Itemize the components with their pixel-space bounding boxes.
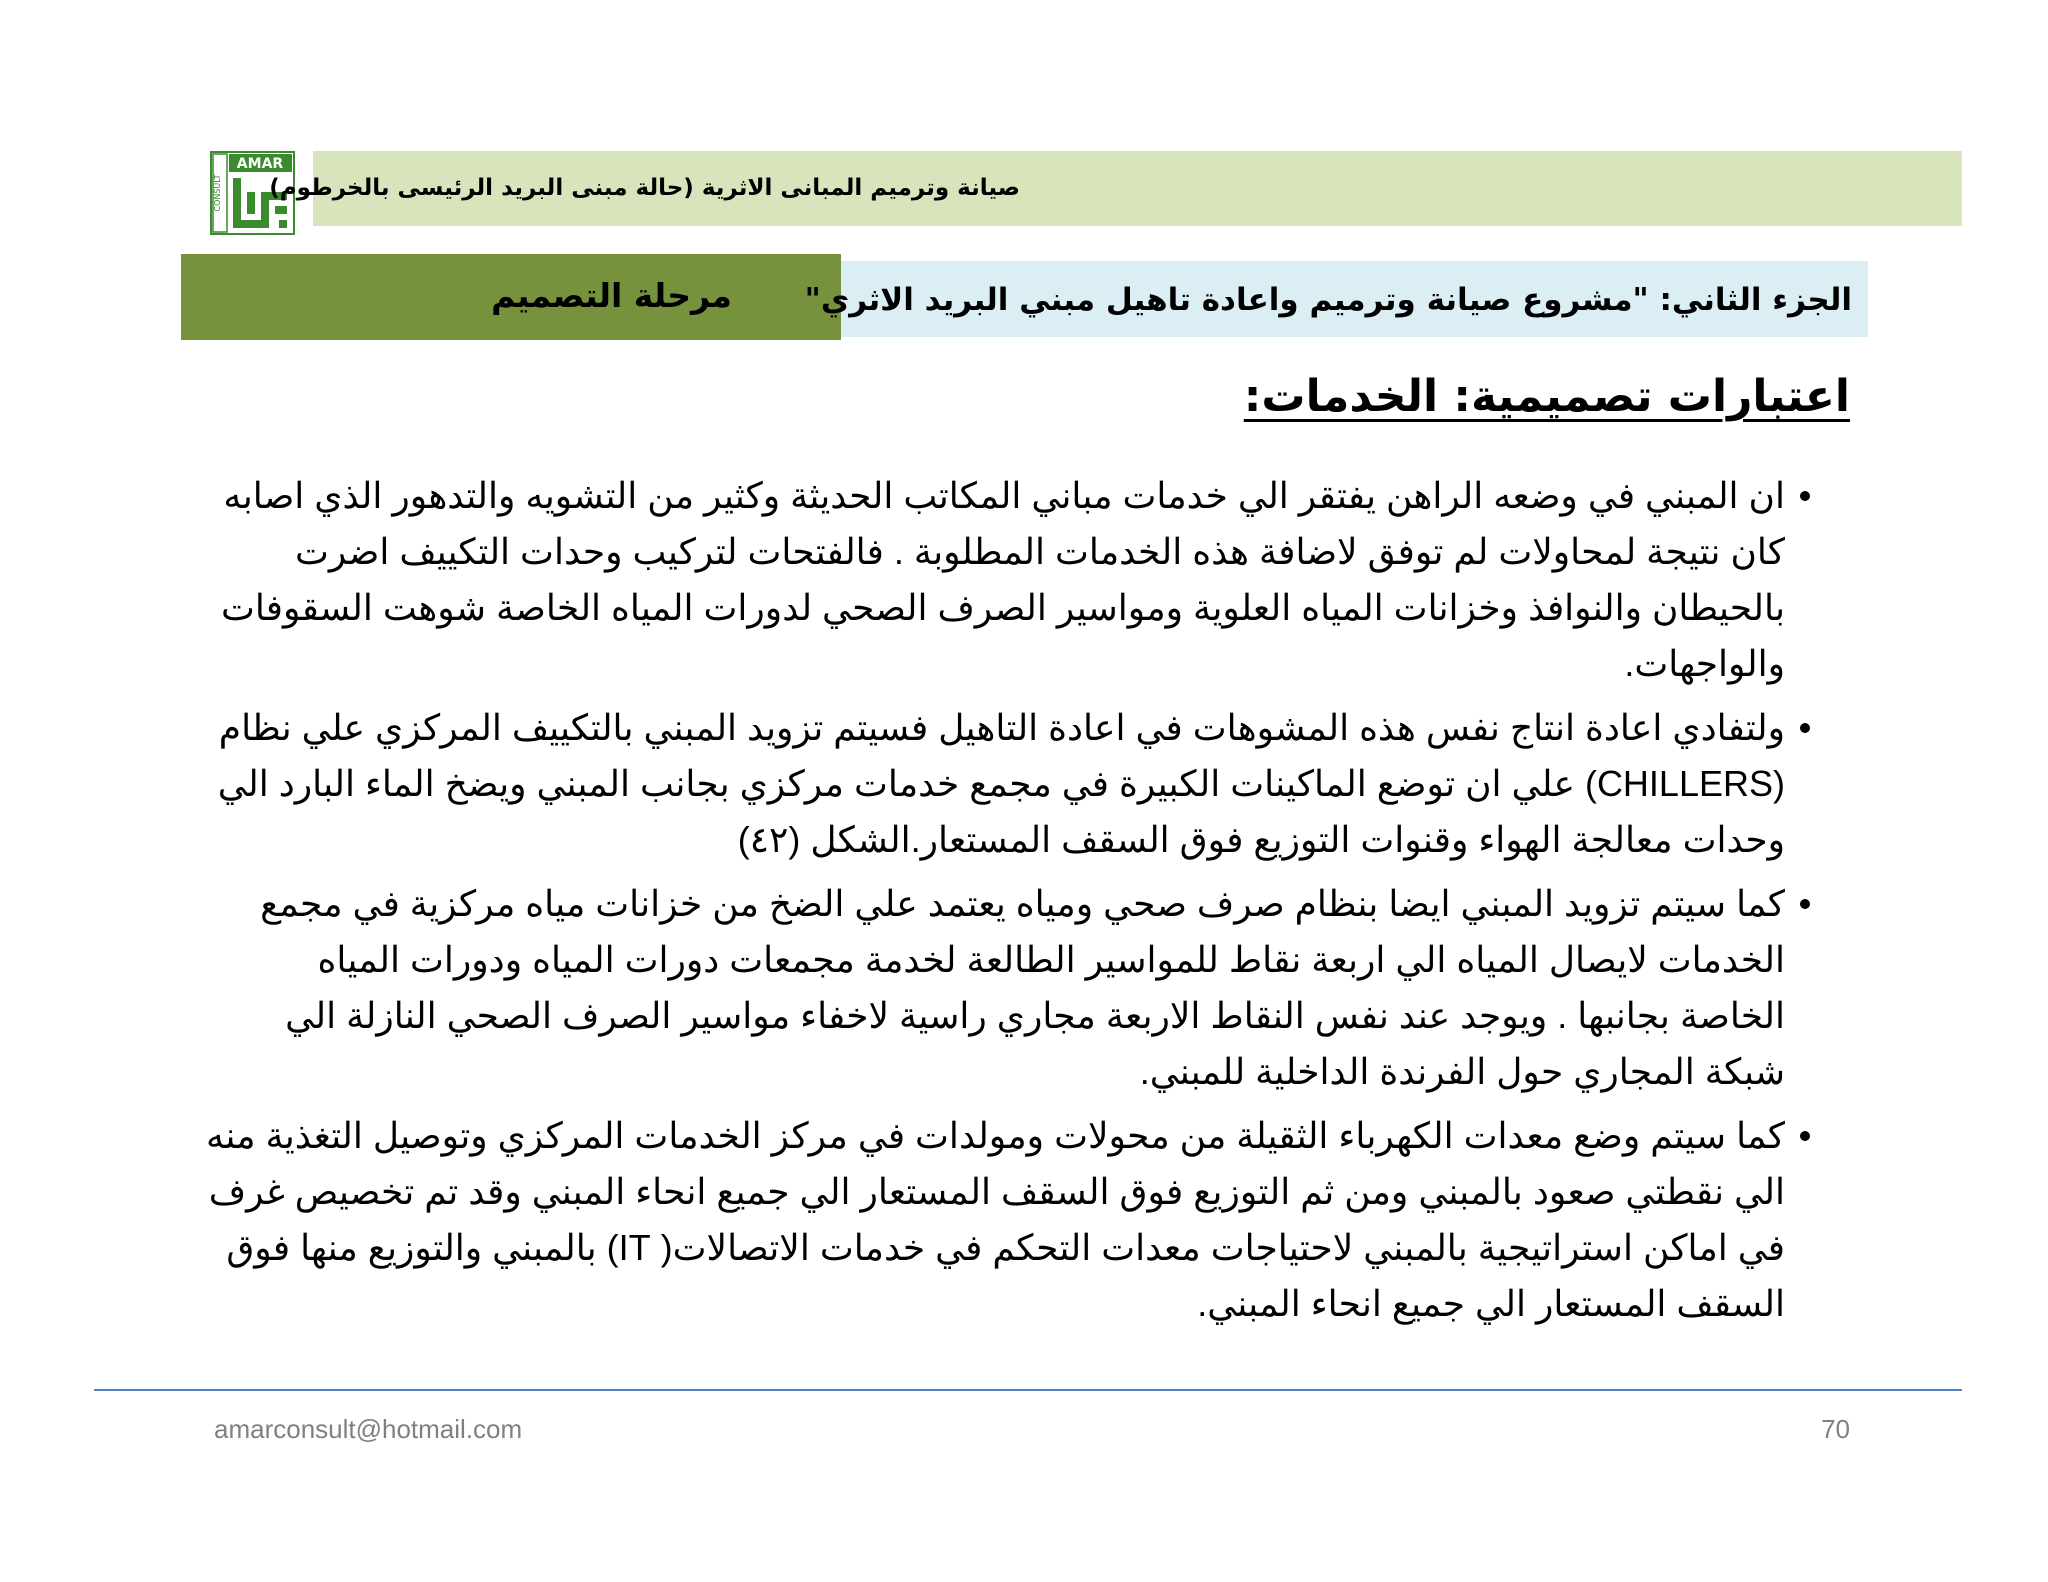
bullet-list — [205, 468, 1825, 1368]
list-item — [205, 468, 1825, 692]
phase-label: مرحلة التصميم — [491, 276, 732, 315]
bullet-dot-icon — [1785, 876, 1825, 932]
svg-text:CONSULT: CONSULT — [213, 174, 222, 212]
bullet-dot-icon — [1785, 468, 1825, 524]
page-number: 70 — [1821, 1414, 1850, 1444]
footer-rule — [94, 1389, 1962, 1391]
section-heading — [1040, 362, 1850, 432]
list-item — [205, 700, 1825, 868]
section-heading-text: اعتبارات تصميمية: الخدمات: — [1243, 371, 1850, 422]
list-item-text: كما سيتم وضع معدات الكهرباء الثقيلة من محولات ومولدات في مركز الخدمات المركزي وتوصيل التغذية منه الي نقطتي صعود بالمبني ومن ثم التوزيع فوق السقف المستعار الي جميع انحاء المبني وقد تم تخصيص غرف في اماكن استراتيجية بالمبني لاحتياجات معدات التحكم في خدمات الاتصالات( IT) بالمبني والتوزيع منها فوق السقف المستعار الي جميع انحاء المبني. — [206, 1115, 1785, 1324]
list-item-text: ان المبني في وضعه الراهن يفتقر الي خدمات مباني المكاتب الحديثة وكثير من التشويه والتدهور الذي اصابه كان نتيجة لمحاولات لم توفق لاضافة هذه الخدمات المطلوبة . فالفتحات لتركيب وحدات التكييف اضرت بالحيطان والنوافذ وخزانات المياه العلوية ومواسير الصرف الصحي لدورات المياه الخاصة شوهت السقوفات والواجهات. — [220, 475, 1785, 684]
list-item-text: ولتفادي اعادة انتاج نفس هذه المشوهات في اعادة التاهيل فسيتم تزويد المبني بالتكييف المركزي علي نظام (CHILLERS) علي ان توضع الماكينات الكبيرة في مجمع خدمات مركزي بجانب المبني ويضخ الماء البارد الي وحدات معالجة الهواء وقنوات التوزيع فوق السقف المستعار.الشكل (٤٢) — [217, 707, 1785, 860]
bullet-dot-icon — [1785, 700, 1825, 756]
list-item — [205, 876, 1825, 1100]
bullet-dot-icon — [1785, 1108, 1825, 1164]
part-title: الجزء الثاني: "مشروع صيانة وترميم واعادة تاهيل مبني البريد الاثري" — [804, 282, 1852, 318]
list-item — [205, 1108, 1825, 1332]
svg-text:AMAR: AMAR — [236, 156, 284, 172]
header-title: صيانة وترميم المبانى الاثرية (حالة مبنى البريد الرئيسى بالخرطوم) — [269, 175, 1020, 201]
footer-email: amarconsult@hotmail.com — [214, 1414, 523, 1444]
list-item-text: كما سيتم تزويد المبني ايضا بنظام صرف صحي ومياه يعتمد علي الضخ من خزانات مياه مركزية في مجمع الخدمات لايصال المياه الي اربعة نقاط للمواسير الطالعة لخدمة مجمعات دورات المياه ودورات المياه الخاصة بجانبها . ويوجد عند نفس النقاط الاربعة مجاري راسية لاخفاء مواسير الصرف الصحي النازلة الي شبكة المجاري حول الفرندة الداخلية للمبني. — [260, 883, 1785, 1092]
